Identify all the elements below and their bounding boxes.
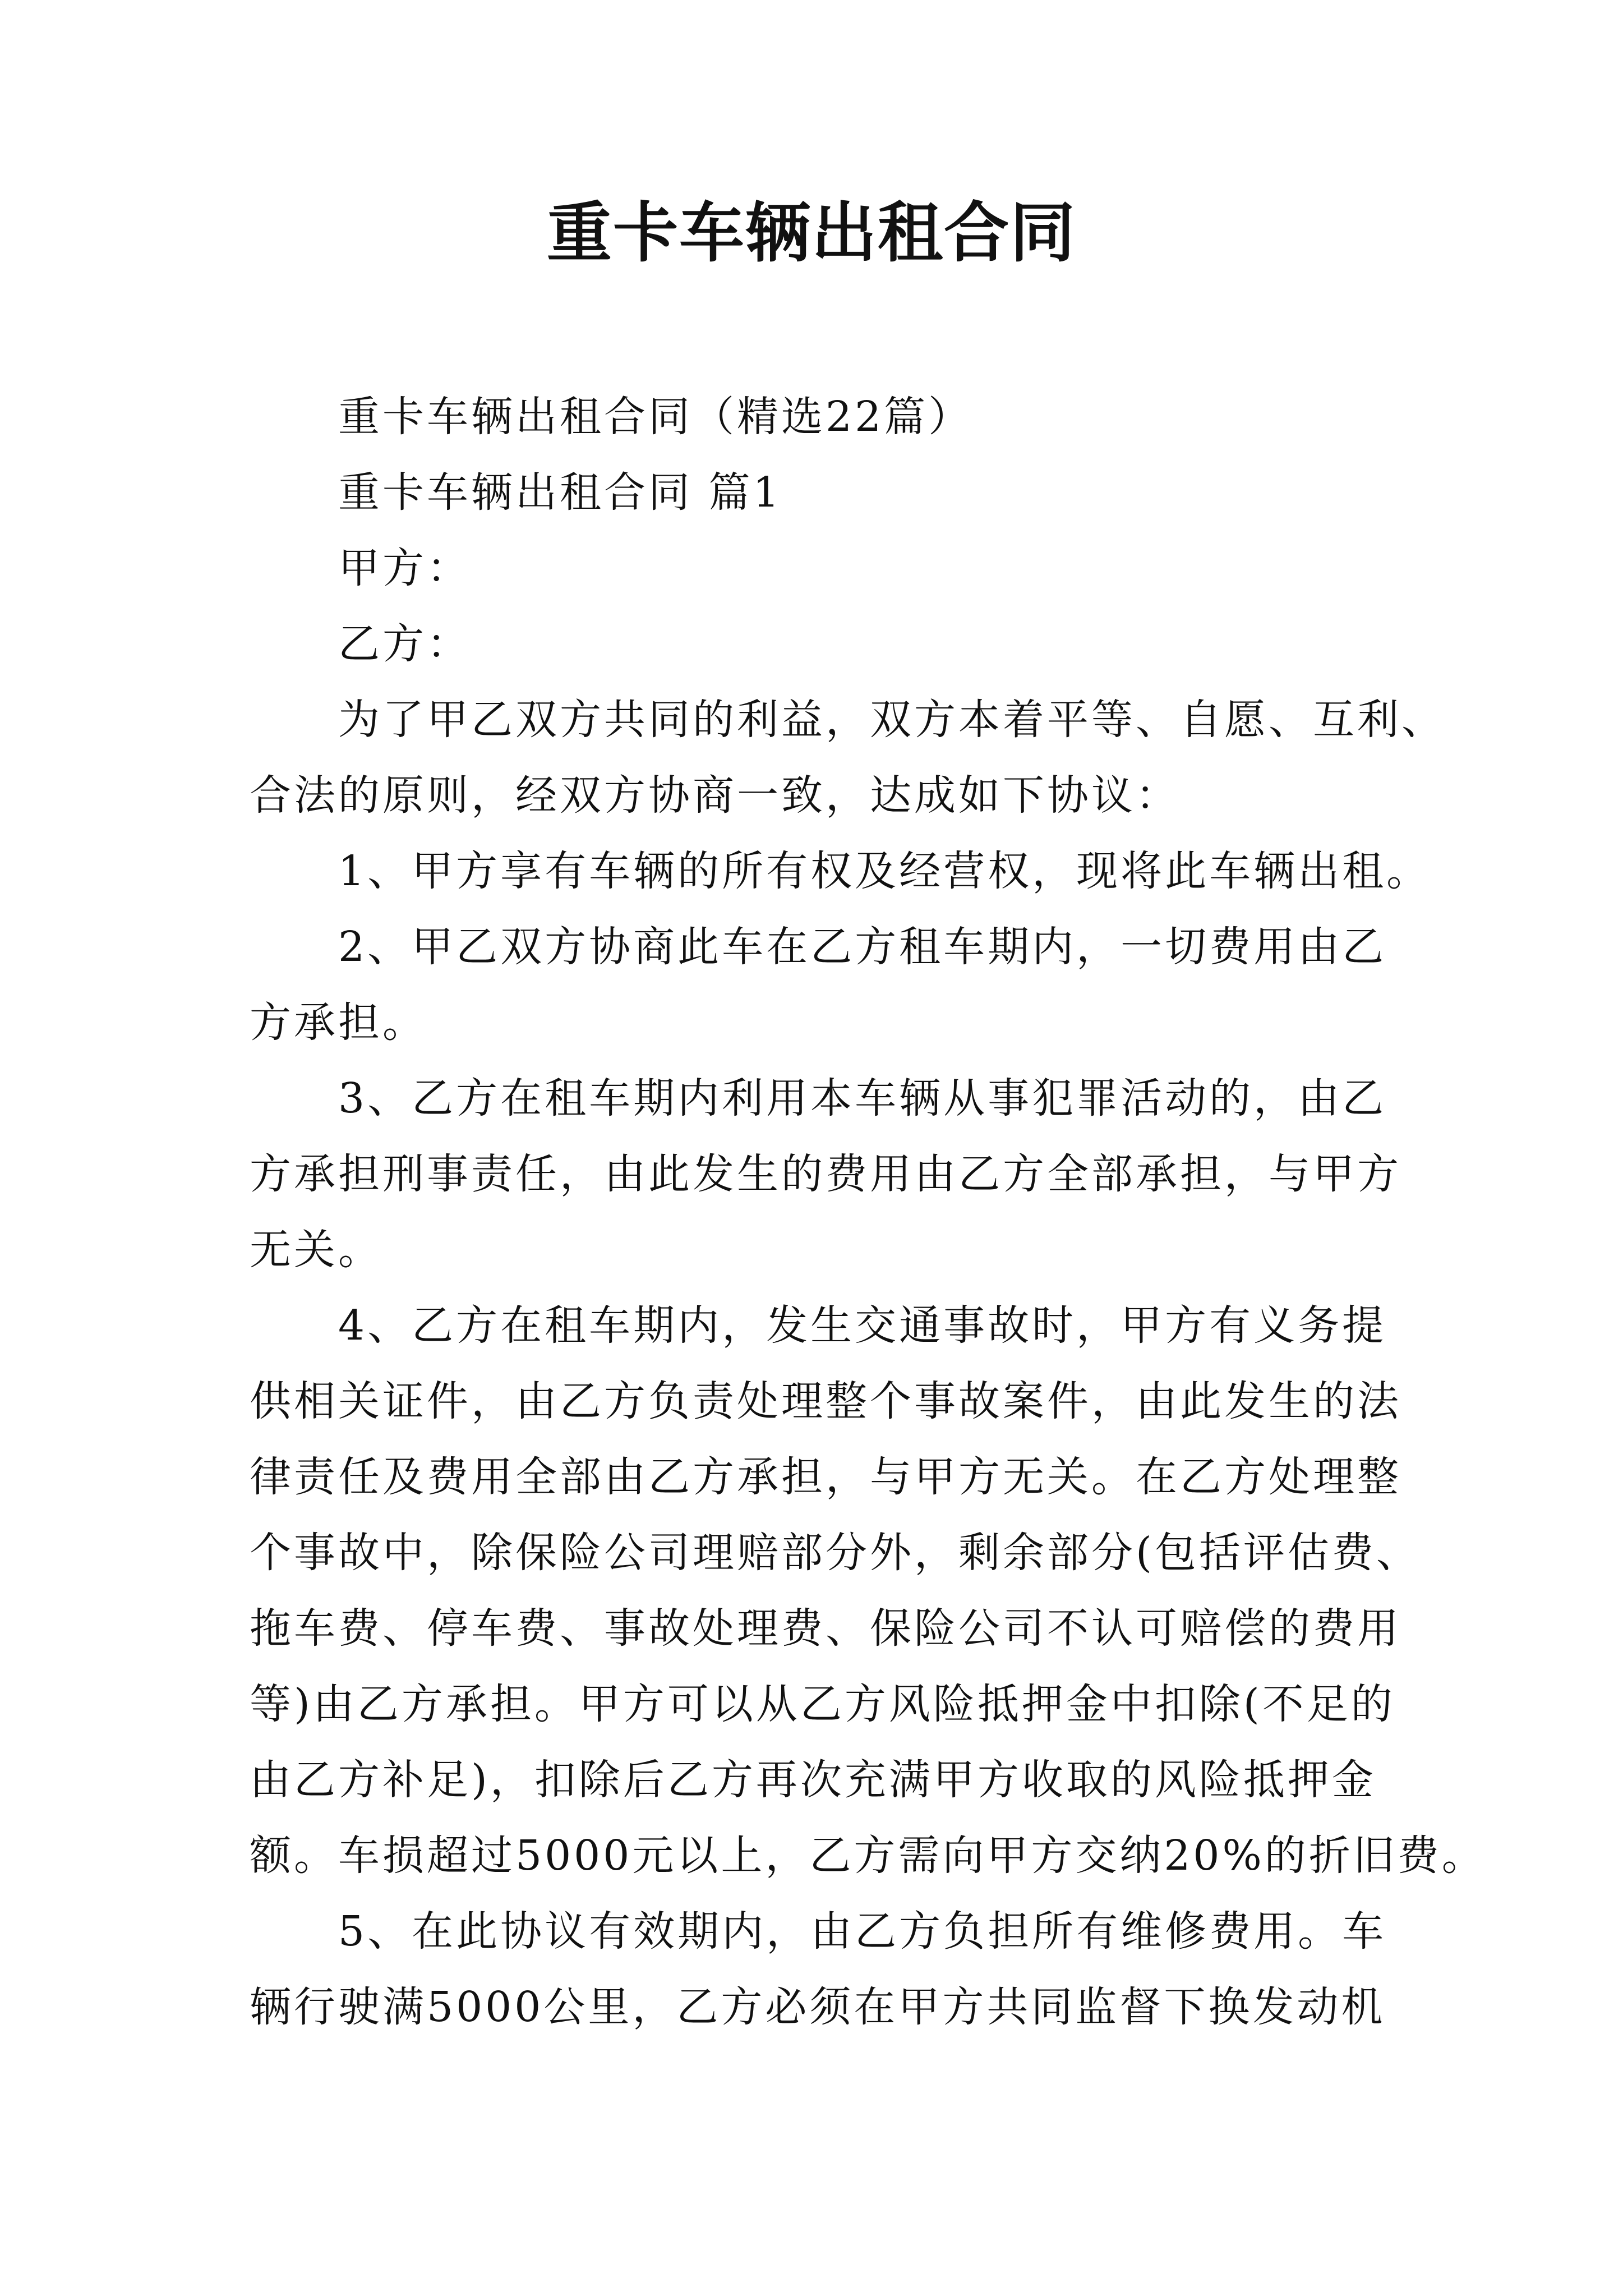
text-line: 为了甲乙双方共同的利益，双方本着平等、自愿、互利、 — [338, 696, 1446, 744]
text-line: 个事故中，除保险公司理赔部分外，剩余部分(包括评估费、 — [250, 1529, 1421, 1577]
text-line: 供相关证件，由乙方负责处理整个事故案件，由此发生的法 — [250, 1377, 1401, 1425]
text-line: 5、在此协议有效期内，由乙方负担所有维修费用。车 — [338, 1907, 1387, 1955]
text-line: 拖车费、停车费、事故处理费、保险公司不认可赔偿的费用 — [250, 1604, 1401, 1653]
text-line: 律责任及费用全部由乙方承担，与甲方无关。在乙方处理整 — [250, 1453, 1401, 1501]
text-line: 重卡车辆出租合同 篇1 — [338, 468, 782, 517]
text-line: 重卡车辆出租合同（精选22篇） — [338, 393, 973, 441]
text-line: 乙方： — [338, 620, 471, 668]
text-line: 方承担刑事责任，由此发生的费用由乙方全部承担，与甲方 — [250, 1150, 1401, 1198]
text-line: 额。车损超过5000元以上，乙方需向甲方交纳20%的折旧费。 — [250, 1832, 1486, 1880]
text-line: 2、甲乙双方协商此车在乙方租车期内，一切费用由乙 — [338, 923, 1387, 971]
text-line: 合法的原则，经双方协商一致，达成如下协议： — [250, 771, 1180, 820]
text-line: 辆行驶满5000公里，乙方必须在甲方共同监督下换发动机 — [250, 1983, 1386, 2031]
text-line: 1、甲方享有车辆的所有权及经营权，现将此车辆出租。 — [338, 847, 1431, 895]
text-line: 3、乙方在租车期内利用本车辆从事犯罪活动的，由乙 — [338, 1074, 1387, 1122]
text-line: 等)由乙方承担。甲方可以从乙方风险抵押金中扣除(不足的 — [250, 1680, 1395, 1728]
text-line: 4、乙方在租车期内，发生交通事故时，甲方有义务提 — [338, 1301, 1387, 1350]
document-title: 重卡车辆出租合同 — [547, 195, 1076, 271]
document-body — [250, 379, 1486, 2045]
text-line: 无关。 — [250, 1226, 382, 1274]
text-line: 甲方： — [338, 544, 471, 592]
text-line: 方承担。 — [250, 999, 427, 1047]
text-line: 由乙方补足)，扣除后乙方再次充满甲方收取的风险抵押金 — [250, 1756, 1376, 1804]
